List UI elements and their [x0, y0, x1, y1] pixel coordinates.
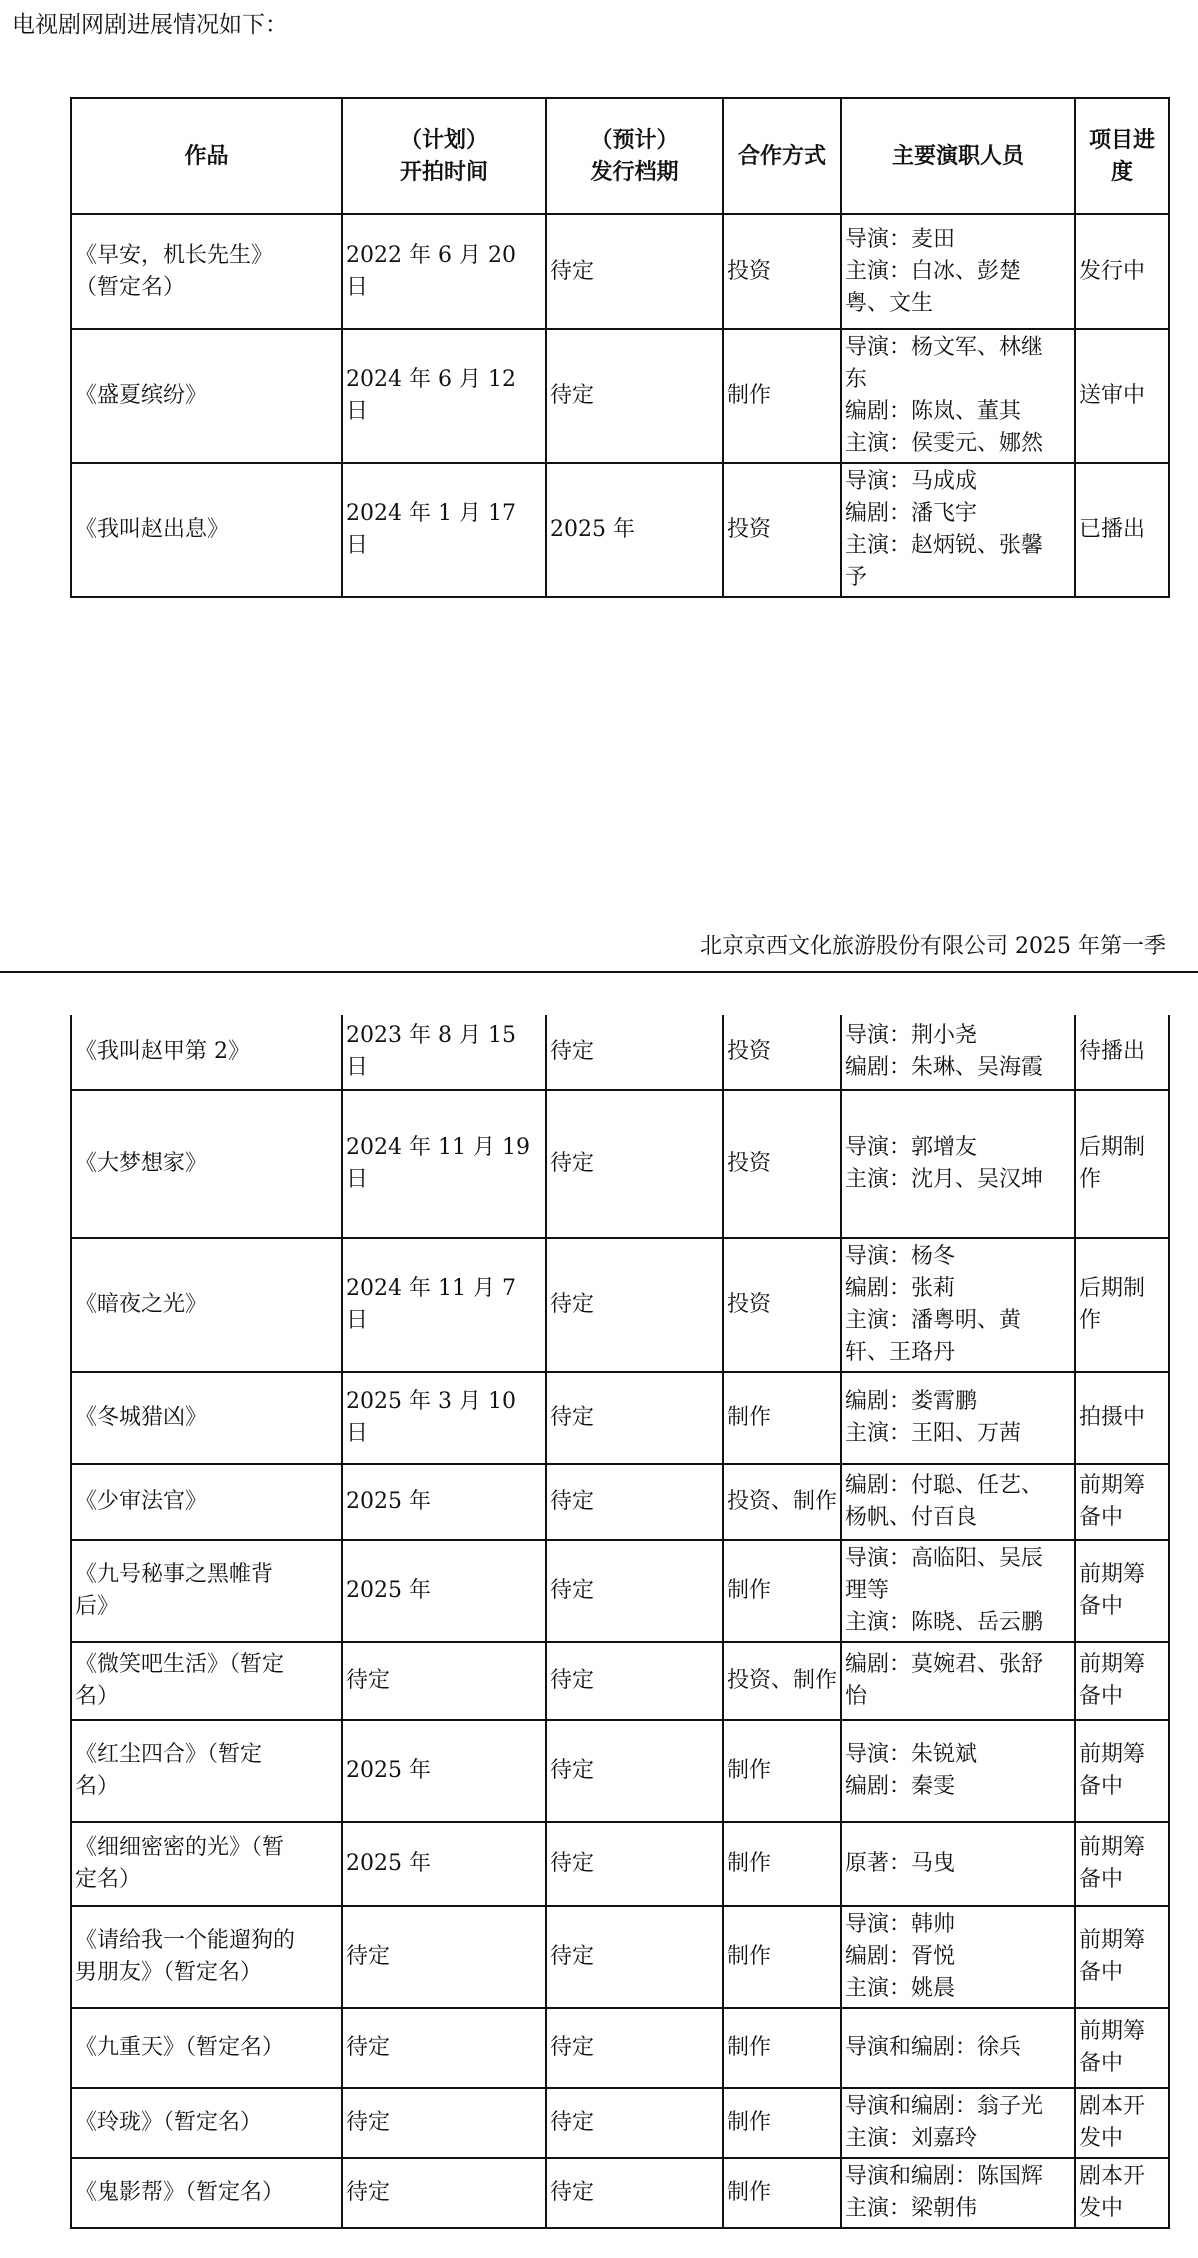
release-cell: 待定	[546, 2088, 723, 2158]
staff-cell: 编剧：付聪、任艺、 杨帆、付百良	[841, 1464, 1075, 1540]
release-cell: 待定	[546, 1822, 723, 1906]
start-date-cell: 待定	[342, 2158, 546, 2228]
status-cell: 发行中	[1075, 214, 1169, 329]
drama-title-cell: 《鬼影帮》（暂定名）	[71, 2158, 342, 2228]
release-cell: 待定	[546, 1015, 723, 1090]
drama-title-cell: 《请给我一个能遛狗的 男朋友》（暂定名）	[71, 1906, 342, 2008]
drama-title-cell: 《我叫赵甲第 2》	[71, 1015, 342, 1090]
staff-cell: 导演：马成成 编剧：潘飞宇 主演：赵炳锐、张馨 予	[841, 463, 1075, 597]
status-cell: 拍摄中	[1075, 1372, 1169, 1464]
drama-title-cell: 《盛夏缤纷》	[71, 329, 342, 463]
cooperation-cell: 投资	[723, 1238, 841, 1372]
status-cell: 待播出	[1075, 1015, 1169, 1090]
start-date-cell: 2024 年 6 月 12 日	[342, 329, 546, 463]
start-date-cell: 待定	[342, 2088, 546, 2158]
start-date-cell: 2024 年 11 月 19 日	[342, 1090, 546, 1238]
table-row	[71, 1822, 1169, 1906]
start-date-cell: 2025 年 3 月 10 日	[342, 1372, 546, 1464]
start-date-cell: 待定	[342, 1642, 546, 1720]
table-row	[71, 2158, 1169, 2228]
staff-cell: 导演：荆小尧 编剧：朱琳、吴海霞	[841, 1015, 1075, 1090]
status-cell: 前期筹备中	[1075, 2008, 1169, 2088]
staff-cell: 编剧：莫婉君、张舒 怡	[841, 1642, 1075, 1720]
release-cell: 待定	[546, 329, 723, 463]
cooperation-cell: 投资	[723, 1015, 841, 1090]
staff-cell: 导演：杨文军、林继 东 编剧：陈岚、董其 主演：侯雯元、娜然	[841, 329, 1075, 463]
start-date-cell: 2024 年 11 月 7 日	[342, 1238, 546, 1372]
cooperation-cell: 制作	[723, 1372, 841, 1464]
start-date-cell: 待定	[342, 1906, 546, 2008]
staff-cell: 导演：郭增友 主演：沈月、吴汉坤	[841, 1090, 1075, 1238]
release-cell: 待定	[546, 1090, 723, 1238]
header-coop: 合作方式	[723, 98, 841, 214]
release-cell: 待定	[546, 1906, 723, 2008]
cooperation-cell: 制作	[723, 2008, 841, 2088]
cooperation-cell: 制作	[723, 1906, 841, 2008]
cooperation-cell: 制作	[723, 1822, 841, 1906]
status-cell: 前期筹备中	[1075, 1906, 1169, 2008]
page-footer: 北京京西文化旅游股份有限公司 2025 年第一季	[700, 934, 1166, 959]
status-cell: 前期筹备中	[1075, 1822, 1169, 1906]
status-cell: 已播出	[1075, 463, 1169, 597]
release-cell: 待定	[546, 214, 723, 329]
table-row	[71, 1090, 1169, 1238]
header-start: （计划） 开拍时间	[342, 98, 546, 214]
cooperation-cell: 制作	[723, 2158, 841, 2228]
staff-cell: 导演和编剧：翁子光 主演：刘嘉玲	[841, 2088, 1075, 2158]
header-release: （预计） 发行档期	[546, 98, 723, 214]
staff-cell: 导演：杨冬 编剧：张莉 主演：潘粤明、黄 轩、王珞丹	[841, 1238, 1075, 1372]
start-date-cell: 2025 年	[342, 1540, 546, 1642]
drama-title-cell: 《九重天》（暂定名）	[71, 2008, 342, 2088]
table-row	[71, 1015, 1169, 1090]
table-row	[71, 1906, 1169, 2008]
drama-title-cell: 《暗夜之光》	[71, 1238, 342, 1372]
staff-cell: 导演：朱锐斌 编剧：秦雯	[841, 1720, 1075, 1822]
cooperation-cell: 投资、制作	[723, 1642, 841, 1720]
drama-title-cell: 《少审法官》	[71, 1464, 342, 1540]
release-cell: 2025 年	[546, 463, 723, 597]
status-cell: 前期筹备中	[1075, 1720, 1169, 1822]
drama-title-cell: 《大梦想家》	[71, 1090, 342, 1238]
drama-title-cell: 《细细密密的光》（暂 定名）	[71, 1822, 342, 1906]
table-row	[71, 1372, 1169, 1464]
table-row	[71, 1642, 1169, 1720]
release-cell: 待定	[546, 1238, 723, 1372]
status-cell: 剧本开发中	[1075, 2158, 1169, 2228]
drama-title-cell: 《我叫赵出息》	[71, 463, 342, 597]
cooperation-cell: 投资	[723, 214, 841, 329]
start-date-cell: 2022 年 6 月 20 日	[342, 214, 546, 329]
staff-cell: 原著：马曳	[841, 1822, 1075, 1906]
release-cell: 待定	[546, 1720, 723, 1822]
start-date-cell: 2023 年 8 月 15 日	[342, 1015, 546, 1090]
table-row	[71, 1720, 1169, 1822]
release-cell: 待定	[546, 2158, 723, 2228]
staff-cell: 导演：高临阳、吴辰 理等 主演：陈晓、岳云鹏	[841, 1540, 1075, 1642]
staff-cell: 导演和编剧：徐兵	[841, 2008, 1075, 2088]
drama-title-cell: 《红尘四合》（暂定 名）	[71, 1720, 342, 1822]
start-date-cell: 待定	[342, 2008, 546, 2088]
cooperation-cell: 投资	[723, 1090, 841, 1238]
header-staff: 主要演职人员	[841, 98, 1075, 214]
cooperation-cell: 投资	[723, 463, 841, 597]
table-row	[71, 1464, 1169, 1540]
cooperation-cell: 制作	[723, 1540, 841, 1642]
table-row	[71, 329, 1169, 463]
status-cell: 后期制作	[1075, 1090, 1169, 1238]
cooperation-cell: 制作	[723, 1720, 841, 1822]
start-date-cell: 2025 年	[342, 1464, 546, 1540]
drama-title-cell: 《玲珑》（暂定名）	[71, 2088, 342, 2158]
cooperation-cell: 制作	[723, 2088, 841, 2158]
header-title: 作品	[71, 98, 342, 214]
release-cell: 待定	[546, 1642, 723, 1720]
staff-cell: 导演：韩帅 编剧：胥悦 主演：姚晨	[841, 1906, 1075, 2008]
staff-cell: 编剧：娄霄鹏 主演：王阳、万茜	[841, 1372, 1075, 1464]
release-cell: 待定	[546, 1540, 723, 1642]
table-row	[71, 1238, 1169, 1372]
start-date-cell: 2024 年 1 月 17 日	[342, 463, 546, 597]
status-cell: 后期制作	[1075, 1238, 1169, 1372]
header-status: 项目进 度	[1075, 98, 1169, 214]
page-divider	[0, 971, 1198, 973]
table-row	[71, 2088, 1169, 2158]
release-cell: 待定	[546, 1464, 723, 1540]
status-cell: 剧本开发中	[1075, 2088, 1169, 2158]
status-cell: 前期筹备中	[1075, 1464, 1169, 1540]
table-row	[71, 1540, 1169, 1642]
status-cell: 送审中	[1075, 329, 1169, 463]
intro-text: 电视剧网剧进展情况如下：	[12, 12, 288, 38]
cooperation-cell: 制作	[723, 329, 841, 463]
drama-title-cell: 《早安，机长先生》 （暂定名）	[71, 214, 342, 329]
drama-progress-table-page1	[70, 97, 1170, 598]
staff-cell: 导演：麦田 主演：白冰、彭楚 粤、文生	[841, 214, 1075, 329]
drama-title-cell: 《九号秘事之黑帷背 后》	[71, 1540, 342, 1642]
table-row	[71, 214, 1169, 329]
start-date-cell: 2025 年	[342, 1720, 546, 1822]
table-header-row	[71, 98, 1169, 214]
release-cell: 待定	[546, 1372, 723, 1464]
table-row	[71, 463, 1169, 597]
cooperation-cell: 投资、制作	[723, 1464, 841, 1540]
drama-title-cell: 《冬城猎凶》	[71, 1372, 342, 1464]
release-cell: 待定	[546, 2008, 723, 2088]
status-cell: 前期筹备中	[1075, 1540, 1169, 1642]
drama-progress-table-page2	[70, 1015, 1170, 2229]
start-date-cell: 2025 年	[342, 1822, 546, 1906]
staff-cell: 导演和编剧：陈国辉 主演：梁朝伟	[841, 2158, 1075, 2228]
drama-title-cell: 《微笑吧生活》（暂定 名）	[71, 1642, 342, 1720]
table-row	[71, 2008, 1169, 2088]
status-cell: 前期筹备中	[1075, 1642, 1169, 1720]
